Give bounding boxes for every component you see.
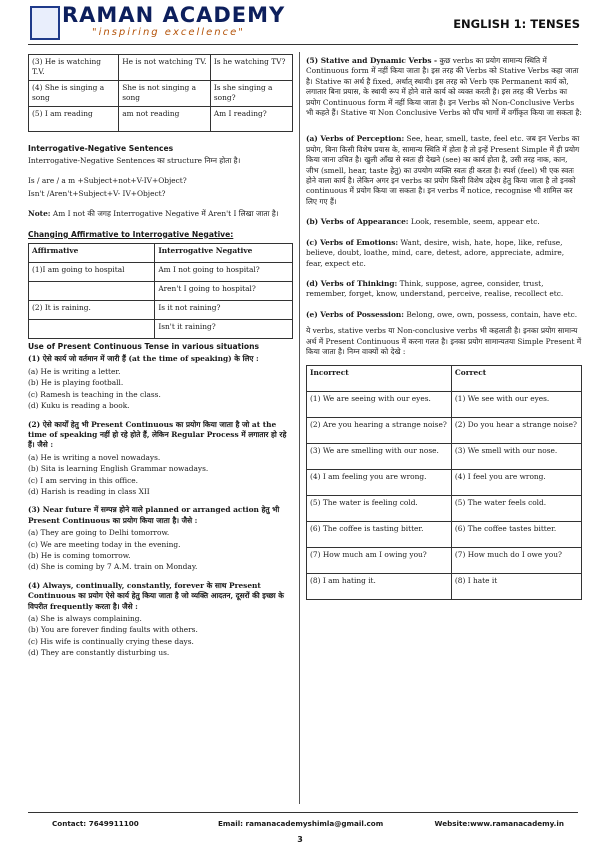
table-cell: (1) We are seeing with our eyes. bbox=[307, 392, 452, 418]
perception-section bbox=[306, 134, 582, 207]
use3-heading: (3) Near future में सम्पन्न होने वाले planned or arranged action हेतु भी Present Continuous का प्रयोग किया जाता है। जैसे : bbox=[28, 505, 280, 525]
table-cell: (2) It is raining. bbox=[29, 301, 155, 320]
table-cell: (7) How much do I owe you? bbox=[451, 548, 581, 574]
intneg-heading: Interrogative-Negative Sentences bbox=[28, 143, 174, 153]
left-column bbox=[28, 54, 293, 660]
intneg-text: Interrogative-Negative Sentences का structure निम्न होता है। bbox=[28, 156, 241, 166]
table-cell: Aren't I going to hospital? bbox=[155, 282, 293, 301]
header-divider bbox=[28, 44, 578, 45]
table-cell: Is she singing a song? bbox=[210, 80, 292, 106]
table-header: Affirmative bbox=[29, 244, 155, 263]
perception-text: See, hear, smell, taste, feel etc. जब इन Verbs का प्रयोग, बिना किसी विशेष प्रयास के, सामान्य स्थिति में होता है तो इन्हें Present Simple में ही प्रयोग किया जाना उचित है। खुली आँख से स्वतः ही देखने (see) का कार्य होता है, उसी तरह नाक, कान, जीभ (smell, hear, taste हेतु) का उपयोग व्यक्ति स्वतः ही करता है। स्पर्श (feel) भी एक स्वतः होने वाला कार्य है। लेकिन अगर इन verbs का प्रयोग किसी विशेष उद्देश्य हेतु किया जाता है तो इनको continuous में प्रयोग किया जा सकता है। इन verbs में notice, recognise भी शामिल कर लिए गए हैं। bbox=[306, 134, 580, 206]
appearance-text: Look, resemble, seem, appear etc. bbox=[410, 217, 540, 227]
table-cell: (8) I hate it bbox=[451, 574, 581, 600]
list-item: (a) He is writing a novel nowadays. bbox=[28, 452, 161, 462]
table-cell: (5) The water is feeling cold. bbox=[307, 496, 452, 522]
emotions-text: Want, desire, wish, hate, hope, like, refuse, believe, doubt, loathe, mind, care, detest, adore, appreciate, admire, fear, expect etc. bbox=[306, 237, 565, 268]
emotions-section bbox=[306, 238, 582, 269]
table-cell: Isn't it raining? bbox=[155, 320, 293, 339]
table-row bbox=[307, 444, 582, 470]
table-row bbox=[29, 55, 293, 81]
list-item: (d) She is coming by 7 A.M. train on Monday. bbox=[28, 562, 198, 572]
thinking-section bbox=[306, 279, 582, 300]
table-cell bbox=[29, 282, 155, 301]
footer-email: Email: ramanacademyshimla@gmail.com bbox=[218, 819, 384, 828]
possession-section bbox=[306, 310, 582, 320]
use1-list bbox=[28, 367, 293, 412]
table-cell: (1) We see with our eyes. bbox=[451, 392, 581, 418]
table-cell: (2) Are you hearing a strange noise? bbox=[307, 418, 452, 444]
table-cell: (3) We smell with our nose. bbox=[451, 444, 581, 470]
list-item: (d) They are constantly disturbing us. bbox=[28, 648, 170, 658]
incorrect-correct-table bbox=[306, 365, 582, 600]
table-cell: Is he watching TV? bbox=[210, 55, 292, 81]
list-item: (c) His wife is continually crying these days. bbox=[28, 636, 194, 646]
stative-section bbox=[306, 56, 582, 118]
appearance-section bbox=[306, 217, 582, 227]
right-column bbox=[306, 54, 582, 600]
use4-list bbox=[28, 614, 293, 659]
table-cell: Is it not raining? bbox=[155, 301, 293, 320]
footer-website: Website:www.ramanacademy.in bbox=[434, 819, 564, 828]
table-row bbox=[307, 574, 582, 600]
table-cell: (6) The coffee is tasting bitter. bbox=[307, 522, 452, 548]
use1-heading: (1) ऐसे कार्य जो वर्तमान में जारी हैं (at the time of speaking) के लिए : bbox=[28, 354, 259, 364]
table-row bbox=[29, 106, 293, 131]
list-item: (a) She is always complaining. bbox=[28, 614, 142, 623]
emotions-label: (c) Verbs of Emotions: bbox=[306, 237, 399, 247]
brand-tagline: "inspiring excellence" bbox=[92, 27, 245, 38]
table-cell: (4) She is singing a song bbox=[29, 80, 119, 106]
table-cell: (7) How much am I owing you? bbox=[307, 548, 452, 574]
table-cell: He is not watching TV. bbox=[119, 55, 211, 81]
table-cell: (3) We are smelling with our nose. bbox=[307, 444, 452, 470]
page-number: 3 bbox=[297, 835, 303, 844]
brand-title: RAMAN ACADEMY bbox=[62, 3, 286, 27]
list-item: (a) They are going to Delhi tomorrow. bbox=[28, 528, 170, 538]
list-item: (b) He is coming tomorrow. bbox=[28, 550, 131, 560]
table-cell: am not reading bbox=[119, 106, 211, 131]
list-item: (c) Ramesh is teaching in the class. bbox=[28, 389, 161, 399]
use-heading: Use of Present Continuous Tense in various situations bbox=[28, 342, 260, 352]
use2-list bbox=[28, 453, 293, 498]
table-cell: (6) The coffee tastes bitter. bbox=[451, 522, 581, 548]
chapter-title: ENGLISH 1: TENSES bbox=[453, 17, 580, 31]
table-cell: (8) I am hating it. bbox=[307, 574, 452, 600]
thinking-text: Think, suppose, agree, consider, trust, remember, forget, know, understand, perceive, realise, recollect etc. bbox=[306, 278, 564, 299]
academy-logo-icon bbox=[30, 6, 60, 40]
column-divider bbox=[299, 52, 300, 804]
appearance-label: (b) Verbs of Appearance: bbox=[306, 217, 409, 227]
table-row bbox=[307, 548, 582, 574]
use4-heading: (4) Always, continually, constantly, forever के साथ Present Continuous का प्रयोग ऐसे कार्य हेतु किया जाता है जो व्यक्ति आदतन, दूसरों की इच्छा के विपरीत frequently करता है। जैसे : bbox=[28, 580, 284, 611]
continuous-forms-table bbox=[28, 54, 293, 132]
table-cell: She is not singing a song bbox=[119, 80, 211, 106]
use3-list bbox=[28, 528, 293, 573]
table-row bbox=[29, 282, 293, 301]
footer-contact: Contact: 7649911100 bbox=[52, 819, 139, 828]
table-cell: (4) I feel you are wrong. bbox=[451, 470, 581, 496]
table-row bbox=[307, 392, 582, 418]
note bbox=[28, 209, 293, 219]
structure-2: Isn't /Aren't+Subject+V- IV+Object? bbox=[28, 188, 166, 198]
table-header: Correct bbox=[451, 366, 581, 392]
list-item: (b) He is playing football. bbox=[28, 378, 124, 388]
summary-text: ये verbs, stative verbs या Non-conclusive verbs भी कहलाती है। इनका प्रयोग सामान्य अर्थ में Present Continuous में करना गलत है। इनका प्रयोग सामान्यतया Simple Present में किया जाता है। निम्न वाक्यों को देखे : bbox=[306, 326, 582, 356]
page-header bbox=[0, 0, 600, 46]
affirmative-table bbox=[28, 243, 293, 339]
table-cell: (3) He is watching T.V. bbox=[29, 55, 119, 81]
structure-1: Is / are / a m +Subject+not+V-IV+Object? bbox=[28, 176, 187, 186]
table-header: Incorrect bbox=[307, 366, 452, 392]
thinking-label: (d) Verbs of Thinking: bbox=[306, 278, 398, 288]
table-cell bbox=[29, 320, 155, 339]
perception-label: (a) Verbs of Perception: bbox=[306, 134, 405, 144]
note-label: Note: bbox=[28, 209, 51, 219]
table-cell: (2) Do you hear a strange noise? bbox=[451, 418, 581, 444]
list-item: (b) Sita is learning English Grammar nowadays. bbox=[28, 464, 209, 474]
table-row bbox=[307, 418, 582, 444]
table-row bbox=[29, 80, 293, 106]
table-cell: Am I reading? bbox=[210, 106, 292, 131]
table-row bbox=[29, 301, 293, 320]
possession-text: Belong, owe, own, possess, contain, have etc. bbox=[406, 309, 578, 319]
use2-heading: (2) ऐसे कार्यों हेतु भी Present Continuous का प्रयोग किया जाता है जो at the time of speaking नहीं हो रहे होते हैं, लेकिन Regular Process में लगातार हो रहे हैं। जैसे : bbox=[28, 419, 287, 450]
table-cell: (4) I am feeling you are wrong. bbox=[307, 470, 452, 496]
stative-text: कुछ verbs का प्रयोग सामान्य स्थिति में Continuous form में नहीं किया जाता है। इस तरह की Verbs को Stative Verbs कहा जाता है। Stative का अर्थ है fixed, अर्थात् स्थायी। इस तरह को Verb एक Permanent कार्य को, लगातार बिना प्रयास, के स्थायी रूप में होने वाले कार्य को व्यक्त करती है। इस तरह की Verbs का प्रयोग Continuous form में नहीं किया जाता है। इन Verbs को Non-Conclusive Verbs भी कहते हैं। Stative या Non Conclusive Verbs को पाँच भागों में वर्गीकृत किया जा सकता है: bbox=[306, 56, 582, 118]
list-item: (a) He is writing a letter. bbox=[28, 366, 121, 376]
stative-heading: (5) Stative and Dynamic Verbs - bbox=[306, 56, 438, 65]
table-cell: Am I not going to hospital? bbox=[155, 263, 293, 282]
table-row bbox=[29, 263, 293, 282]
table-row bbox=[29, 320, 293, 339]
table-row bbox=[307, 522, 582, 548]
note-text: Am I not की जगह Interrogative Negative में Aren't I लिखा जाता है। bbox=[52, 209, 279, 219]
table-header: Interrogative Negative bbox=[155, 244, 293, 263]
page-footer bbox=[28, 812, 578, 831]
list-item: (c) We are meeting today in the evening. bbox=[28, 539, 181, 549]
table-row bbox=[307, 496, 582, 522]
change-heading: Changing Affirmative to Interrogative Negative: bbox=[28, 229, 234, 239]
table-cell: (1)I am going to hospital bbox=[29, 263, 155, 282]
table-cell: (5) I am reading bbox=[29, 106, 119, 131]
list-item: (c) I am serving in this office. bbox=[28, 475, 139, 485]
table-row bbox=[307, 470, 582, 496]
possession-label: (e) Verbs of Possession: bbox=[306, 309, 404, 319]
table-cell: (5) The water feels cold. bbox=[451, 496, 581, 522]
list-item: (b) You are forever finding faults with others. bbox=[28, 625, 198, 635]
list-item: (d) Harish is reading in class XII bbox=[28, 486, 150, 496]
list-item: (d) Kuku is reading a book. bbox=[28, 401, 130, 411]
